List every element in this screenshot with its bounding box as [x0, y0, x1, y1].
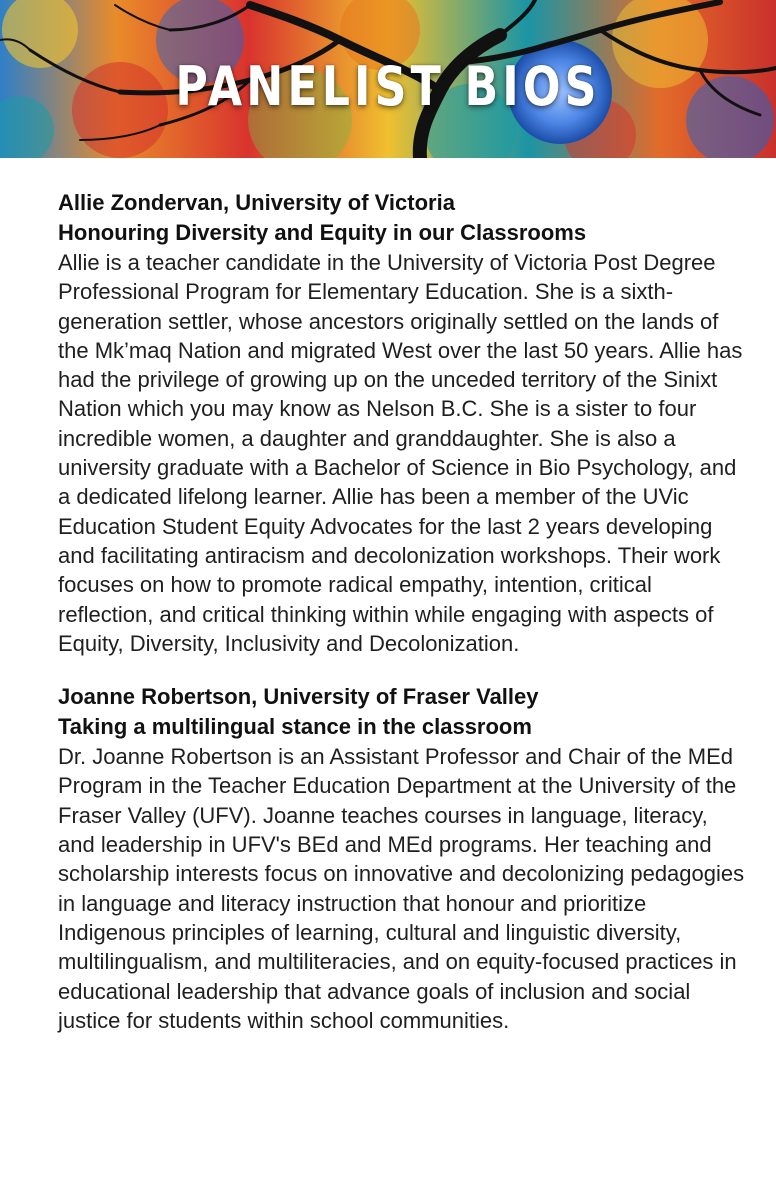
panelist-bio-text: Allie is a teacher candidate in the University of Victoria Post Degree Professional Program for Elementary Education. She is a sixth-generation settler, whose ancestors originally settled on the lands of the Mk’maq Nation and migrated West over the last 50 years. Allie has had the privilege of growing up on the unceded territory of the Sinixt Nation which you may know as Nelson B.C. She is a sister to four incredible women, a daughter and granddaughter. She is also a university graduate with a Bachelor of Science in Bio Psychology, and a dedicated lifelong learner. Allie has been a member of the UVic Education Student Equity Advocates for the last 2 years developing and facilitating antiracism and decolonization workshops. Their work focuses on how to promote radical empathy, intention, critical reflection, and critical thinking within while engaging with aspects of Equity, Diversity, Inclusivity and Decolonization.	[58, 250, 743, 656]
bio-section	[58, 188, 748, 658]
header-banner	[0, 0, 776, 158]
panelist-name: Joanne Robertson, University of Fraser Valley	[58, 684, 539, 710]
panelist-name: Allie Zondervan, University of Victoria	[58, 190, 455, 215]
bios-content	[58, 188, 748, 1059]
panelist-bio-text: Dr. Joanne Robertson is an Assistant Professor and Chair of the MEd Program in the Teacher Education Department at the University of the Fraser Valley (UFV). Joanne teaches courses in language, literacy, and leadership in UFV's BEd and MEd programs. Her teaching and scholarship interests focus on innovative and decolonizing pedagogies in language and literacy instruction that honour and prioritize Indigenous principles of learning, cultural and linguistic diversity, multilingualism, and multiliteracies, and on equity-focused practices in educational leadership that advance goals of inclusion and social justice for students within school communities.	[58, 744, 745, 1033]
bio-section	[58, 682, 748, 1035]
panelist-topic: Taking a multilingual stance in the classroom	[58, 714, 532, 740]
panelist-topic: Honouring Diversity and Equity in our Classrooms	[58, 220, 587, 245]
page-title: PANELIST BIOS	[175, 55, 601, 118]
